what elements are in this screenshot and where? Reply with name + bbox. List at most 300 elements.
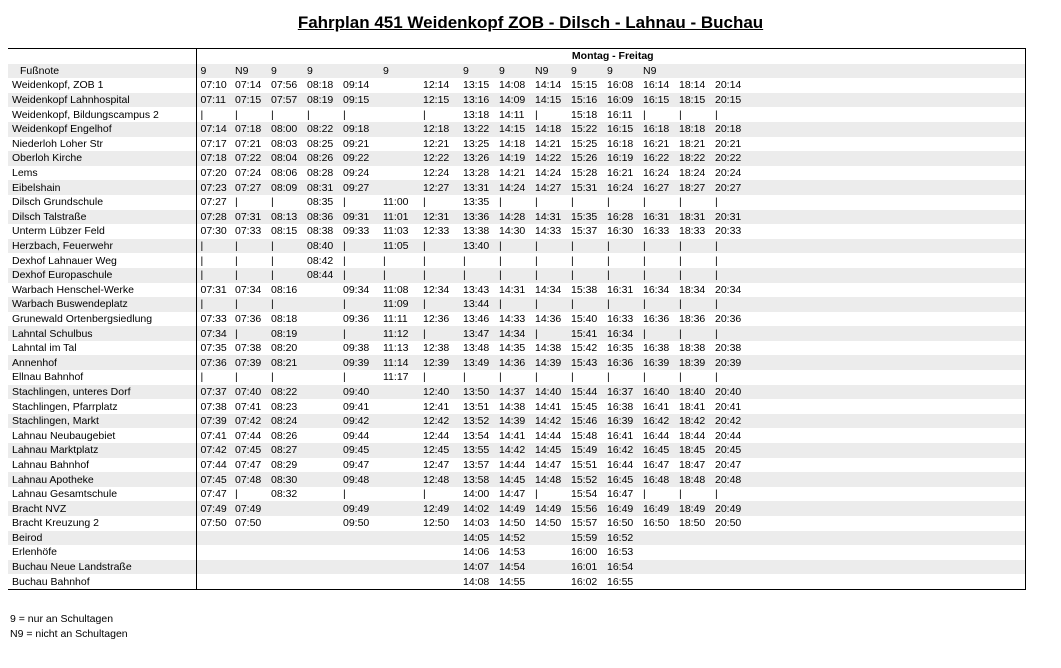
departure-time: 08:27 [267, 443, 303, 458]
trip-footnote [711, 64, 747, 79]
departure-time [379, 166, 419, 181]
departure-time: | [639, 239, 675, 254]
departure-time: | [535, 371, 538, 384]
departure-time: | [567, 268, 603, 283]
row-end [747, 64, 1026, 79]
departure-time: 11:13 [383, 342, 409, 355]
departure-time: 07:47 [200, 488, 227, 501]
departure-time: | [419, 297, 459, 312]
departure-time: 16:28 [603, 210, 639, 225]
departure-time [675, 574, 711, 589]
departure-time: | [343, 254, 346, 267]
departure-time: 15:25 [571, 137, 598, 150]
stop-name: Weidenkopf, Bildungscampus 2 [8, 107, 196, 122]
departure-time: 14:50 [535, 517, 562, 530]
departure-time: 13:18 [463, 108, 490, 121]
departure-time: | [675, 297, 711, 312]
departure-time: 07:30 [200, 225, 227, 238]
departure-time [267, 574, 303, 589]
departure-time: 07:11 [196, 93, 231, 108]
stop-name: Lahnau Marktplatz [8, 443, 196, 458]
departure-time: 16:39 [639, 355, 675, 370]
stop-row [8, 501, 1026, 516]
departure-time: 07:21 [235, 137, 262, 150]
departure-time: 12:24 [423, 167, 450, 180]
stop-row [8, 458, 1026, 473]
departure-time: 09:33 [343, 225, 370, 238]
departure-time [675, 560, 711, 575]
departure-time [303, 531, 339, 546]
departure-time [303, 297, 339, 312]
departure-time: | [343, 196, 346, 209]
departure-time: 07:40 [231, 385, 267, 400]
departure-time: 15:15 [571, 79, 598, 92]
departure-time: 14:02 [459, 501, 495, 516]
departure-time [379, 78, 419, 93]
departure-time: 13:22 [459, 122, 495, 137]
trip-footnote: 9 [459, 64, 495, 79]
departure-time: 15:57 [571, 517, 598, 530]
trip-footnote: 9 [495, 64, 531, 79]
departure-time: 20:36 [715, 312, 742, 325]
departure-time: | [231, 297, 267, 312]
departure-time [675, 545, 711, 560]
departure-time: | [675, 239, 711, 254]
departure-time: | [711, 268, 747, 283]
departure-time: | [196, 297, 231, 312]
departure-time: 12:39 [419, 355, 459, 370]
departure-time: 08:20 [271, 342, 298, 355]
departure-time: | [675, 268, 711, 283]
departure-time: 20:21 [715, 137, 742, 150]
departure-time: 14:14 [535, 79, 562, 92]
row-end [747, 545, 1026, 560]
stop-row [8, 268, 1026, 283]
stop-row [8, 253, 1026, 268]
departure-time [379, 472, 419, 487]
trip-footnote [419, 64, 459, 79]
stop-row [8, 516, 1026, 531]
departure-time [711, 545, 747, 560]
departure-time [303, 326, 339, 341]
departure-time [303, 414, 339, 429]
footnote-9: 9 = nur an Schultagen [10, 613, 114, 625]
departure-time: 11:09 [379, 297, 419, 312]
stop-row [8, 531, 1026, 546]
departure-time: | [383, 254, 386, 267]
departure-time [379, 151, 419, 166]
departure-time: 14:54 [495, 560, 531, 575]
departure-time [379, 516, 419, 531]
departure-time: 18:34 [679, 283, 706, 296]
departure-time: 16:34 [603, 326, 639, 341]
departure-time [639, 574, 675, 589]
row-end [747, 428, 1026, 443]
departure-time: 07:10 [200, 79, 227, 92]
departure-time: 14:49 [531, 501, 567, 516]
departure-time: | [423, 108, 426, 121]
departure-time: 14:39 [495, 414, 531, 429]
departure-time: 20:22 [711, 151, 747, 166]
departure-time: 12:40 [419, 385, 459, 400]
departure-time: 07:44 [235, 429, 262, 442]
departure-time: 08:24 [267, 414, 303, 429]
departure-time: 16:45 [639, 443, 675, 458]
departure-time: 12:21 [423, 137, 450, 150]
departure-time [419, 574, 459, 589]
departure-time: 14:39 [531, 355, 567, 370]
departure-time: 18:31 [675, 210, 711, 225]
departure-time: | [603, 268, 639, 283]
row-end [747, 560, 1026, 575]
row-end [747, 137, 1026, 152]
departure-time [419, 531, 459, 546]
departure-time: 14:33 [499, 312, 526, 325]
departure-time: 12:18 [419, 122, 459, 137]
departure-time: 14:44 [499, 458, 526, 471]
departure-time: 11:14 [379, 355, 419, 370]
stop-name: Grunewald Ortenbergsiedlung [8, 312, 196, 327]
departure-time: 12:22 [419, 151, 459, 166]
stop-name: Stachlingen, Pfarrplatz [8, 399, 196, 414]
departure-time: | [643, 488, 646, 501]
departure-time: 12:14 [423, 79, 450, 92]
departure-time: 16:53 [607, 546, 634, 559]
departure-time [379, 107, 419, 122]
departure-time [303, 560, 339, 575]
departure-time: 14:40 [531, 385, 567, 400]
row-end [747, 501, 1026, 516]
departure-time [339, 531, 379, 546]
stop-name: Herzbach, Feuerwehr [8, 239, 196, 254]
departure-time: | [343, 488, 346, 501]
departure-time: 14:18 [499, 137, 526, 150]
departure-time: 15:42 [571, 342, 598, 355]
stop-row [8, 560, 1026, 575]
departure-time: 15:40 [571, 312, 598, 325]
departure-time: 07:18 [196, 151, 231, 166]
departure-time [379, 399, 419, 414]
departure-time: 11:08 [383, 283, 409, 296]
day-label: Montag - Freitag [196, 49, 1026, 64]
footnote-header: Fußnote [8, 64, 196, 79]
row-end [747, 531, 1026, 546]
stop-name: Lahnau Apotheke [8, 472, 196, 487]
departure-time: 13:28 [463, 167, 490, 180]
stop-name: Stachlingen, Markt [8, 414, 196, 429]
departure-time: 15:22 [567, 122, 603, 137]
departure-time: 09:36 [343, 312, 370, 325]
departure-time: 14:35 [499, 342, 526, 355]
departure-time [379, 458, 419, 473]
row-end [747, 180, 1026, 195]
departure-time [196, 560, 231, 575]
departure-time: 16:40 [639, 385, 675, 400]
departure-time: 18:41 [679, 400, 706, 413]
departure-time: 18:27 [675, 180, 711, 195]
departure-time: 16:21 [643, 137, 670, 150]
departure-time [303, 472, 339, 487]
departure-time: 20:41 [715, 400, 742, 413]
departure-time: 08:00 [267, 122, 303, 137]
stop-name: Dilsch Talstraße [8, 210, 196, 225]
departure-time: | [607, 371, 610, 384]
departure-time: 15:43 [567, 355, 603, 370]
departure-time: 08:18 [271, 312, 298, 325]
departure-time [303, 341, 339, 356]
departure-time: 16:24 [643, 167, 670, 180]
departure-time: 16:02 [567, 574, 603, 589]
departure-time: 09:22 [339, 151, 379, 166]
departure-time: 14:36 [535, 312, 562, 325]
departure-time: | [603, 297, 639, 312]
departure-time: 16:48 [639, 472, 675, 487]
row-end [747, 195, 1026, 210]
departure-time: | [571, 254, 574, 267]
departure-time: 18:22 [675, 151, 711, 166]
departure-time: 12:31 [419, 210, 459, 225]
departure-time: | [339, 326, 379, 341]
departure-time: 07:23 [196, 180, 231, 195]
departure-time: 18:40 [675, 385, 711, 400]
departure-time [231, 560, 267, 575]
departure-time: | [639, 268, 675, 283]
departure-time: 08:22 [267, 385, 303, 400]
departure-time: 14:33 [535, 225, 562, 238]
departure-time: 14:48 [531, 472, 567, 487]
departure-time [303, 574, 339, 589]
trip-footnote: N9 [231, 64, 267, 79]
departure-time: 16:47 [607, 488, 634, 501]
departure-time: 14:07 [459, 560, 495, 575]
departure-time: 09:24 [343, 167, 370, 180]
departure-time: 07:41 [235, 400, 262, 413]
footnote-row [8, 64, 1026, 79]
header-blank [8, 49, 196, 64]
departure-time: 07:50 [235, 517, 262, 530]
departure-time: | [535, 196, 538, 209]
departure-time [379, 428, 419, 443]
stop-name: Weidenkopf Engelhof [8, 122, 196, 137]
departure-time: 16:34 [643, 283, 670, 296]
departure-time: | [535, 108, 538, 121]
departure-time: 16:00 [571, 546, 598, 559]
departure-time [639, 560, 675, 575]
departure-time: 07:14 [235, 79, 262, 92]
departure-time: 09:27 [339, 180, 379, 195]
departure-time: | [715, 254, 718, 267]
departure-time: 14:27 [531, 180, 567, 195]
departure-time: 09:40 [339, 385, 379, 400]
departure-time: 14:18 [531, 122, 567, 137]
departure-time: 11:05 [379, 239, 419, 254]
departure-time: 18:50 [679, 517, 706, 530]
departure-time: 16:22 [639, 151, 675, 166]
departure-time: 18:48 [675, 472, 711, 487]
departure-time [196, 531, 231, 546]
departure-time: 07:27 [231, 180, 267, 195]
departure-time: 15:59 [567, 531, 603, 546]
departure-time: 18:18 [675, 122, 711, 137]
departure-time: 16:52 [603, 531, 639, 546]
departure-time: 20:40 [711, 385, 747, 400]
departure-time: 08:44 [303, 268, 339, 283]
departure-time: 20:24 [715, 167, 742, 180]
departure-time [379, 443, 419, 458]
departure-time: 14:08 [459, 574, 495, 589]
stop-name: Eibelshain [8, 180, 196, 195]
row-end [747, 370, 1026, 385]
departure-time: 13:57 [463, 458, 490, 471]
departure-time: 07:49 [231, 501, 267, 516]
departure-time: | [679, 196, 682, 209]
departure-time: 15:48 [571, 429, 598, 442]
departure-time [639, 545, 675, 560]
departure-time: 08:19 [267, 326, 303, 341]
stop-row [8, 487, 1026, 502]
departure-time: 07:42 [231, 414, 267, 429]
departure-time: 14:36 [495, 355, 531, 370]
departure-time: 20:14 [715, 79, 742, 92]
departure-time: 15:38 [571, 283, 598, 296]
departure-time: | [607, 254, 610, 267]
row-end [747, 472, 1026, 487]
departure-time: 07:35 [200, 342, 227, 355]
departure-time: | [271, 371, 274, 384]
departure-time: 16:38 [607, 400, 634, 413]
departure-time: 16:45 [603, 472, 639, 487]
footnotes [10, 612, 128, 642]
departure-time [339, 560, 379, 575]
departure-time: 08:18 [307, 79, 334, 92]
stop-row [8, 297, 1026, 312]
departure-time: 14:31 [499, 283, 526, 296]
departure-time: | [679, 371, 682, 384]
departure-time: 16:44 [607, 458, 634, 471]
departure-time: | [715, 108, 718, 121]
stop-row [8, 428, 1026, 443]
departure-time [379, 385, 419, 400]
departure-time [303, 355, 339, 370]
departure-time [711, 531, 747, 546]
departure-time: 08:19 [303, 93, 339, 108]
departure-time: 13:58 [459, 472, 495, 487]
departure-time: 16:49 [603, 501, 639, 516]
row-end [747, 355, 1026, 370]
departure-time: | [271, 108, 274, 121]
departure-time: | [419, 268, 459, 283]
departure-time: 14:55 [495, 574, 531, 589]
departure-time: 14:03 [463, 517, 490, 530]
stop-name: Lems [8, 166, 196, 181]
departure-time: | [711, 239, 747, 254]
departure-time: | [339, 239, 379, 254]
departure-time: | [495, 239, 531, 254]
departure-time: 14:30 [499, 225, 526, 238]
departure-time: 16:15 [603, 122, 639, 137]
departure-time: 14:41 [499, 429, 526, 442]
departure-time: 08:38 [307, 225, 334, 238]
stop-row [8, 355, 1026, 370]
departure-time: 18:44 [679, 429, 706, 442]
departure-time: 16:37 [603, 385, 639, 400]
departure-time: 16:09 [603, 93, 639, 108]
row-end [747, 224, 1026, 239]
row-end [747, 399, 1026, 414]
departure-time: 15:31 [567, 180, 603, 195]
departure-time: 16:55 [603, 574, 639, 589]
departure-time: 14:21 [535, 137, 562, 150]
trip-footnote: N9 [531, 64, 567, 79]
stop-row [8, 122, 1026, 137]
departure-time: 14:31 [531, 210, 567, 225]
departure-time: 14:34 [535, 283, 562, 296]
departure-time: 07:38 [235, 342, 262, 355]
departure-time [303, 487, 339, 502]
departure-time: 07:56 [271, 79, 298, 92]
departure-time: | [643, 108, 646, 121]
stop-row [8, 107, 1026, 122]
departure-time [267, 545, 303, 560]
departure-time: | [643, 371, 646, 384]
departure-time: 07:36 [196, 355, 231, 370]
stop-name: Lahnau Neubaugebiet [8, 428, 196, 443]
stop-row [8, 224, 1026, 239]
departure-time [711, 560, 747, 575]
departure-time: 18:14 [679, 79, 706, 92]
departure-time: 07:33 [200, 312, 227, 325]
departure-time: 12:42 [419, 414, 459, 429]
departure-time: 12:47 [423, 458, 450, 471]
departure-time: 13:43 [463, 283, 490, 296]
departure-time: 20:39 [711, 355, 747, 370]
departure-time: 12:48 [419, 472, 459, 487]
departure-time: | [235, 488, 238, 501]
departure-time: 07:42 [196, 443, 231, 458]
row-end [747, 443, 1026, 458]
departure-time: 14:53 [499, 546, 526, 559]
departure-time: | [463, 254, 466, 267]
departure-time: 13:54 [463, 429, 490, 442]
stop-row [8, 137, 1026, 152]
departure-time: 11:11 [383, 312, 408, 325]
departure-time: 20:27 [711, 180, 747, 195]
departure-time [303, 428, 339, 443]
departure-time: 14:24 [495, 180, 531, 195]
departure-time: 15:51 [571, 458, 598, 471]
departure-time: 08:16 [271, 283, 298, 296]
departure-time: 14:38 [535, 342, 562, 355]
departure-time: 16:15 [639, 93, 675, 108]
departure-time: 16:54 [603, 560, 639, 575]
departure-time [267, 501, 303, 516]
departure-time: 08:09 [267, 180, 303, 195]
departure-time: 11:03 [383, 225, 409, 238]
departure-time: 08:31 [303, 180, 339, 195]
departure-time: 20:47 [715, 458, 742, 471]
departure-time: 07:41 [200, 429, 227, 442]
stop-row [8, 312, 1026, 327]
departure-time: 13:55 [459, 443, 495, 458]
departure-time: | [571, 196, 574, 209]
row-end [747, 93, 1026, 108]
stop-name: Dilsch Grundschule [8, 195, 196, 210]
stop-name: Lahnau Gesamtschule [8, 487, 196, 502]
departure-time: 16:50 [643, 517, 670, 530]
departure-time [303, 443, 339, 458]
departure-time: 20:34 [715, 283, 742, 296]
departure-time: 16:49 [639, 501, 675, 516]
